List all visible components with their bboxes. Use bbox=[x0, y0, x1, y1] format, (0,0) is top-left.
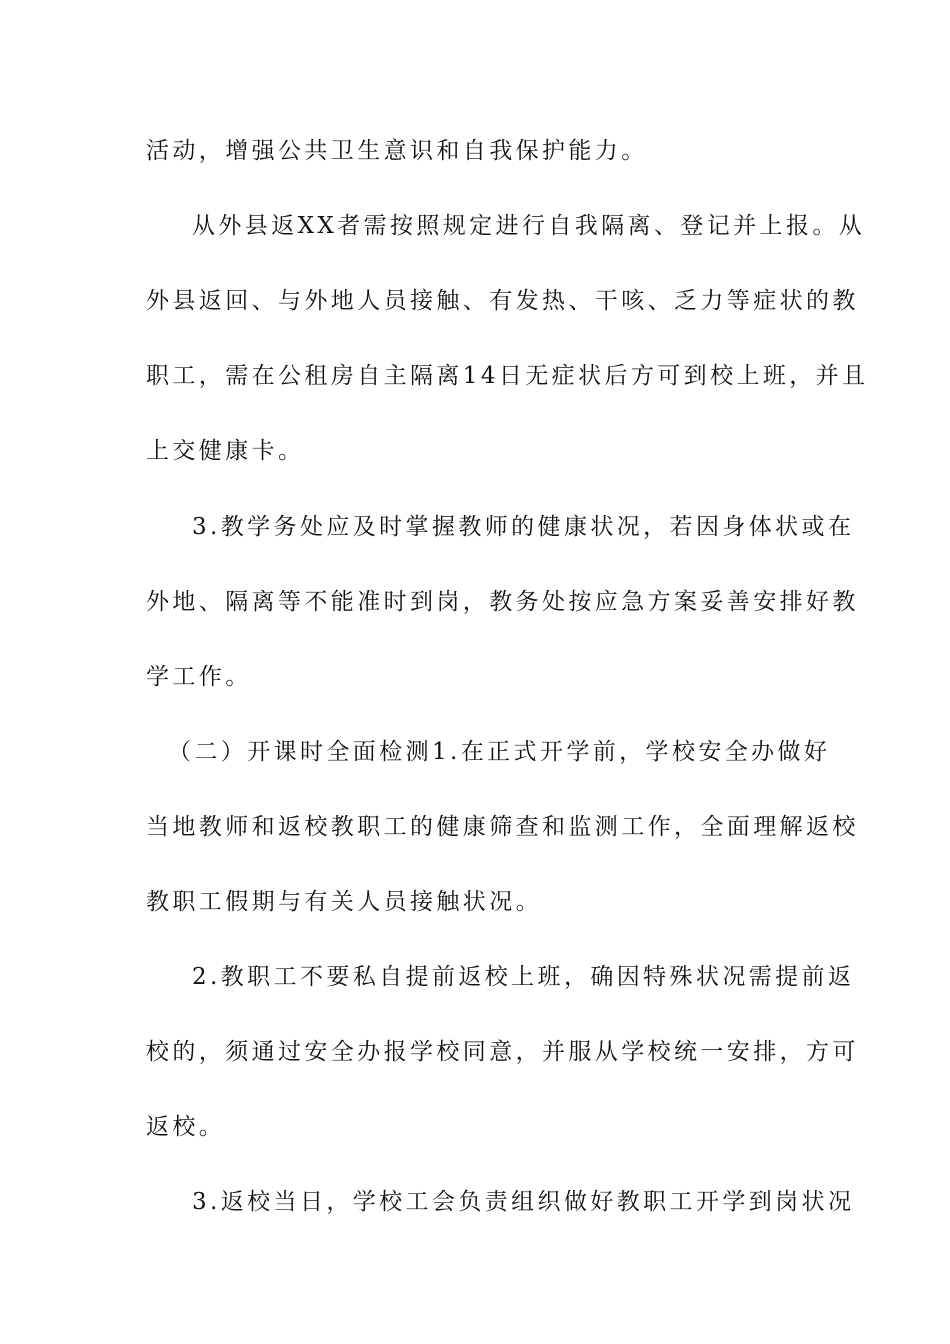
paragraph-line: 学工作。 bbox=[146, 664, 252, 690]
paragraph-line: 从外县返XX者需按照规定进行自我隔离、登记并上报。从 bbox=[192, 213, 866, 239]
paragraph-line: 教职工假期与有关人员接触状况。 bbox=[146, 889, 542, 915]
paragraph-line: 当地教师和返校教职工的健康筛查和监测工作，全面理解返校 bbox=[146, 814, 859, 840]
paragraph-line: 2.教职工不要私自提前返校上班，确因特殊状况需提前返 bbox=[192, 964, 855, 990]
paragraph-line: 3.返校当日，学校工会负责组织做好教职工开学到岗状况 bbox=[192, 1189, 855, 1215]
paragraph-line: 职工，需在公租房自主隔离14日无症状后方可到校上班，并且 bbox=[146, 363, 869, 389]
paragraph-line: 返校。 bbox=[146, 1114, 226, 1140]
paragraph-line: 外县返回、与外地人员接触、有发热、干咳、乏力等症状的教 bbox=[146, 288, 859, 314]
section-heading-line: （二）开课时全面检测1.在正式开学前，学校安全办做好 bbox=[168, 739, 831, 765]
paragraph-line: 3.教学务处应及时掌握教师的健康状况，若因身体状或在 bbox=[192, 514, 855, 540]
paragraph-line: 外地、隔离等不能准时到岗，教务处按应急方案妥善安排好教 bbox=[146, 589, 859, 615]
paragraph-line: 上交健康卡。 bbox=[146, 438, 305, 464]
paragraph-line: 校的，须通过安全办报学校同意，并服从学校统一安排，方可 bbox=[146, 1039, 859, 1065]
paragraph-line: 活动，增强公共卫生意识和自我保护能力。 bbox=[146, 138, 648, 164]
